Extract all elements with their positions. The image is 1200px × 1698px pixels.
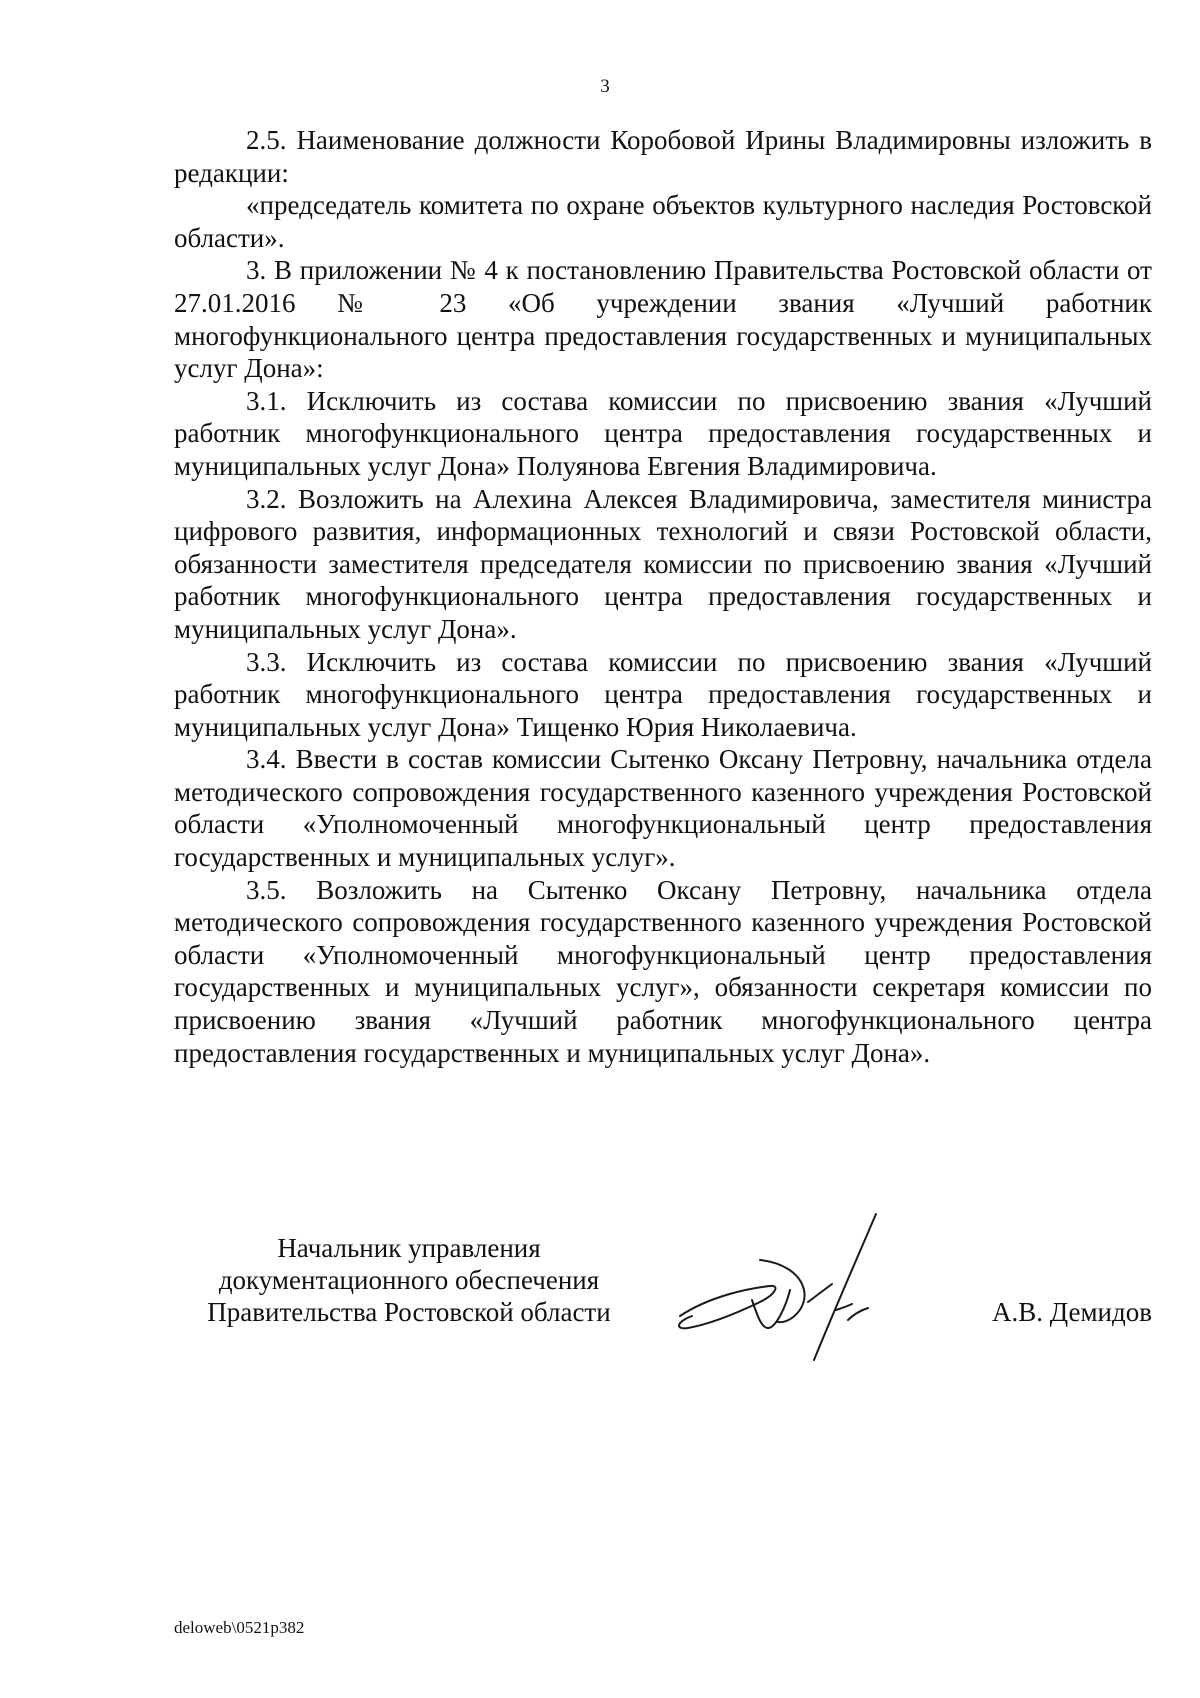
paragraph-3-4: 3.4. Ввести в состав комиссии Сытенко Оксану Петровну, начальника отдела методического сопровождения государственного казенного учреждения Ростовской области «Уполномоченный многофункциональный центр предоставления государственных и муниципальных услуг». [174, 744, 1152, 873]
paragraph-3-3: 3.3. Исключить из состава комиссии по присвоению звания «Лучший работник многофункционального центра предоставления государственных и муниципальных услуг Дона» Тищенко Юрия Николаевича. [174, 646, 1152, 742]
page-number: 3 [600, 76, 610, 97]
handwritten-signature [640, 1210, 940, 1380]
paragraph-2-5-wording: «председатель комитета по охране объектов культурного наследия Ростовской области». [174, 190, 1152, 253]
paragraph-3-2: 3.2. Возложить на Алехина Алексея Владимировича, заместителя министра цифрового развития, информационных технологий и связи Ростовской области, обязанности заместителя председателя комиссии по присвоению звания «Лучший работник многофункционального центра предоставления государственных и муниципальных услуг Дона». [174, 483, 1152, 644]
paragraph-3-1: 3.1. Исключить из состава комиссии по присвоению звания «Лучший работник многофункционального центра предоставления государственных и муниципальных услуг Дона» Полуянова Евгения Владимировича. [174, 385, 1152, 481]
signatory-title [174, 1232, 644, 1328]
paragraph-3-5: 3.5. Возложить на Сытенко Оксану Петровну, начальника отдела методического сопровождения государственного казенного учреждения Ростовской области «Уполномоченный многофункциональный центр предоставления государственных и муниципальных услуг», обязанности секретаря комиссии по присвоению звания «Лучший работник многофункционального центра предоставления государственных и муниципальных услуг Дона». [174, 874, 1152, 1068]
signatory-name: А.В. Демидов [991, 1297, 1152, 1327]
paragraph-3: 3. В приложении № 4 к постановлению Правительства Ростовской области от 27.01.2016 № 23 «Об учреждении звания «Лучший работник многофункционального центра предоставления государственных и муниципальных услуг Дона»: [174, 255, 1152, 384]
signatory-title-line: Начальник управления [277, 1233, 541, 1263]
signatory-title-line: Правительства Ростовской области [207, 1297, 611, 1327]
document-registration-code: deloweb\0521p382 [174, 1618, 305, 1637]
document-body [174, 124, 1152, 1069]
paragraph-2-5: 2.5. Наименование должности Коробовой Ирины Владимировны изложить в редакции: [174, 125, 1152, 188]
signatory-title-line: документационного обеспечения [218, 1265, 600, 1295]
